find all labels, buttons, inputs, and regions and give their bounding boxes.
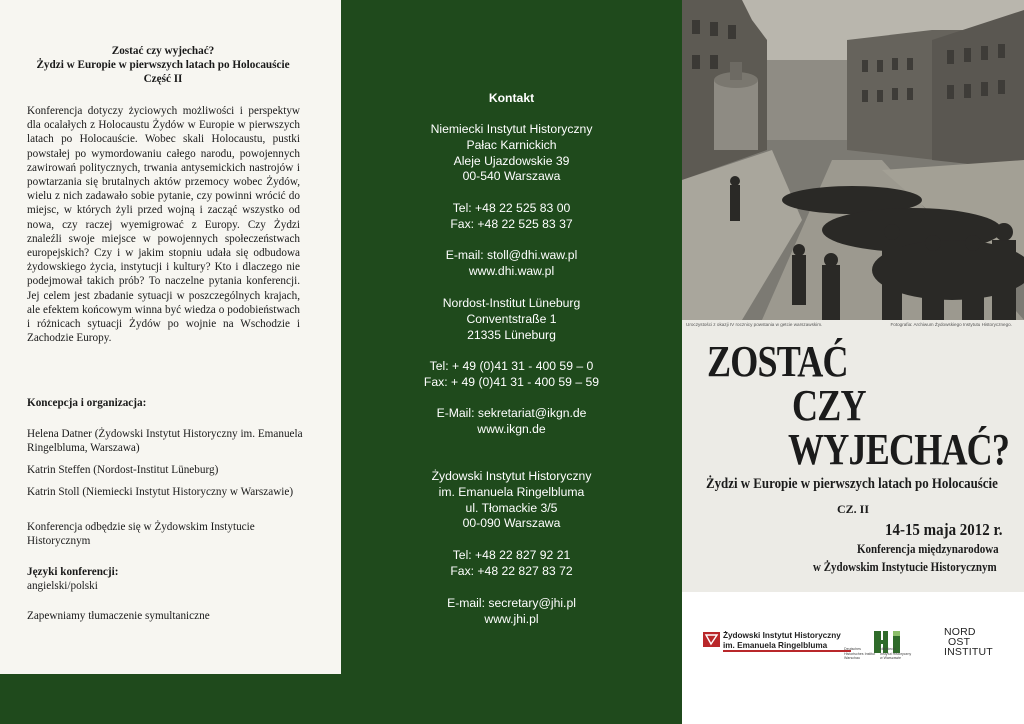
conference-type: Konferencja międzynarodowa [857,542,999,556]
part-label: CZ. II [837,502,870,516]
dhi-text-line: Deutsches [844,647,861,651]
email-link[interactable]: E-mail: stoll@dhi.waw.pl [445,248,578,262]
fax-line: Fax: +48 22 827 83 72 [450,563,573,578]
languages-value: angielski/polski [27,580,98,592]
left-panel [0,0,341,674]
event-date: 14-15 maja 2012 r. [885,520,1003,539]
email-link[interactable]: E-Mail: sekretariat@ikgn.de [436,406,587,420]
address-line: 00-540 Warszawa [462,169,561,184]
phone-line: Tel: + 49 (0)41 31 - 400 59 – 0 [429,359,594,373]
venue-note: Konferencja odbędzie się w Żydowskim Instytucie Historycznym [27,521,255,548]
dhi-address [341,122,682,185]
languages-heading: Języki konferencji: [27,566,119,578]
jhi-logo-text: im. Emanuela Ringelbluma [723,641,828,650]
jhi-emblem-icon [703,632,720,647]
contact-heading: Kontakt [488,91,535,105]
contact-panel [341,0,682,724]
conference-venue: w Żydowskim Instytucie Historycznym [813,560,997,574]
heading-line: Zostać czy wyjechać? [111,45,215,57]
website-link[interactable]: www.dhi.waw.pl [468,263,555,278]
title-line: CZY [792,381,866,430]
dhi-text-line: Warschau [844,656,861,660]
jhi-phones [341,548,682,580]
noi-address [341,296,682,343]
address-line: Nordost-Institut Lüneburg [442,296,581,310]
jhi-logo [703,630,841,652]
organization-heading: Koncepcja i organizacja: [27,397,147,409]
dhi-text-line: Historisches Institut [844,651,876,656]
address-line: Pałac Karnickich [466,137,557,152]
jhi-address [341,469,682,532]
dhi-phones [341,201,682,233]
website-link[interactable]: www.ikgn.de [477,421,546,436]
address-line: Żydowski Instytut Historyczny [431,469,592,483]
dhi-web [341,248,682,280]
conference-description: Konferencja dotyczy życiowych możliwości i perspektyw dla ocalałych z Holocaustu Żydów w Europie w pierwszych latach po Holocauście. Wobec skali Holocaustu, pustki powstałej po wymordowaniu całego narodu, powojennych zawirowań politycznych, trwania antysemickich nastrojów i powtarzania się brutalnych aktów przemocy wobec Żydów, wielu z nich zadawało sobie pytanie, czy powinni wrócić do miejsc, w których żyli przed wojną i zacząć wszystko od nowa, czy raczej wyemigrować z Europy. Czy Żydzi znaleźli swoje miejsce w powojennych społeczeństwach europejskich? Czy i w jakim stopniu udała się odbudowa żydowskiego życia, instytucji i kultury? Kto i dlaczego nie podejmował takich prób? To naczelne pytania konferencji. Jej celem jest zbadanie sytuacji w poszczególnych krajach, ale efektem końcowym winna być wiedza o podobieństwach i różnicach sytuacji Żydów po wojnie na Wschodzie i Zachodzie Europy. [27,105,300,345]
left-heading [22,44,304,87]
photo-illustration [682,0,1024,320]
fax-line: Fax: +48 22 525 83 37 [450,216,573,231]
organizer-item: Katrin Steffen (Nordost-Institut Lüneburg) [27,464,219,476]
address-line: Aleje Ujazdowskie 39 [453,153,570,168]
address-line: im. Emanuela Ringelbluma [438,484,585,499]
nordost-institut-logo [944,627,993,657]
title-line: ZOSTAĆ [707,337,848,386]
dhi-logo-text-pl [880,647,911,661]
heading-line: Żydzi w Europie w pierwszych latach po Holocauście [36,59,290,72]
organizer-item: Katrin Stoll (Niemiecki Instytut Historyczny w Warszawie) [27,486,294,498]
organizer-item: Helena Datner (Żydowski Instytut Historyczny im. Emanuela Ringelbluma, Warszawa) [27,428,303,455]
address-line: 21335 Lüneburg [467,327,556,342]
noi-text-line: NORD [944,626,976,638]
noi-phones [341,359,682,391]
address-line: ul. Tłomackie 3/5 [465,500,558,515]
historical-street-photo [682,0,1024,320]
partner-logos [682,592,1024,724]
email-link[interactable]: E-mail: secretary@jhi.pl [447,596,576,610]
photo-caption [682,320,1024,330]
title-block [682,330,1024,592]
phone-line: Tel: +48 22 525 83 00 [452,201,571,215]
website-link[interactable]: www.jhi.pl [484,611,539,626]
cover-panel [682,0,1024,724]
caption-credit: Fotografia: Archiwum Żydowskiego Instytutu Historycznego. [890,322,1012,327]
translation-note: Zapewniamy tłumaczenie symultaniczne [27,610,210,622]
dhi-text-line: Niemiecki [880,647,896,651]
jhi-logo-bar [723,650,851,652]
title-line: WYJECHAĆ? [788,425,1010,474]
noi-text-line: INSTITUT [944,646,993,658]
address-line: Conventstraße 1 [466,311,557,326]
heading-line: Część II [143,73,183,86]
caption-left: Uroczystości z okazji IV rocznicy powstania w getcie warszawskim. [686,322,823,327]
dhi-logo-text-de [844,647,875,661]
jhi-logo-text: Żydowski Instytut Historyczny [723,631,841,640]
phone-line: Tel: +48 22 827 92 21 [452,548,571,562]
fax-line: Fax: + 49 (0)41 31 - 400 59 – 59 [423,374,600,389]
dhi-text-line: w Warszawie [880,656,902,660]
subtitle: Żydzi w Europie w pierwszych latach po Holocauście [706,476,998,492]
noi-web [341,406,682,438]
address-line: 00-090 Warszawa [462,516,561,531]
dhi-logo [844,625,914,661]
noi-text-line: OST [948,636,971,648]
dhi-text-line: Instytut Historyczny [880,651,912,656]
jhi-web [341,596,682,628]
address-line: Niemiecki Instytut Historyczny [430,122,593,136]
